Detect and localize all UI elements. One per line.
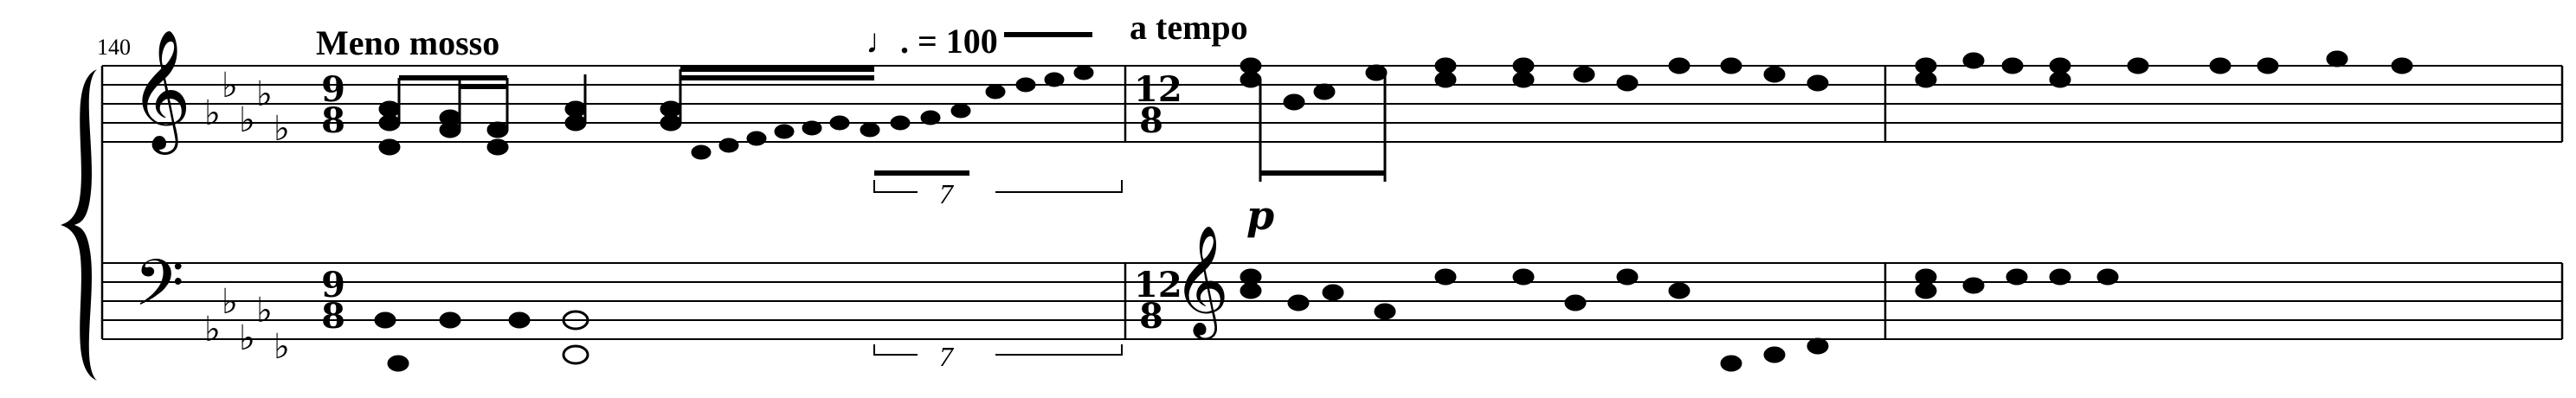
- time-signature-bottom: 8: [321, 296, 345, 337]
- time-signature-bottom: 8: [1139, 100, 1163, 141]
- svg-text:♭: ♭: [222, 66, 238, 106]
- measure-number: 140: [97, 35, 131, 60]
- tuplet-label-upper: 7: [939, 178, 953, 209]
- treble-clef-change-icon: 𝄞: [1173, 224, 1230, 335]
- tuplet-brackets: [874, 180, 1122, 355]
- svg-text:♭: ♭: [274, 109, 290, 149]
- time-signature-bottom: 8: [321, 100, 345, 141]
- time-signature-upper-12-8: [1134, 69, 1182, 141]
- time-signature-upper-9-8: [316, 69, 351, 141]
- metronome-value: = 100: [918, 22, 998, 61]
- time-signature-top: 12: [1134, 69, 1182, 110]
- upper-measure-3: [1916, 51, 2412, 87]
- time-signature-top: 9: [321, 69, 345, 110]
- upper-measure-2: [1240, 58, 1828, 182]
- treble-clef-icon: 𝄞: [130, 29, 191, 150]
- dynamic-marking: p: [1246, 192, 1275, 239]
- grand-staff-brace: [61, 69, 97, 381]
- time-signature-top: 12: [1134, 265, 1182, 305]
- time-signature-lower-9-8: [316, 265, 351, 337]
- time-signature-bottom: 8: [1139, 296, 1163, 337]
- svg-text:♭: ♭: [239, 318, 255, 358]
- a-tempo-marking: a tempo: [1130, 8, 1248, 47]
- dotted-quarter-icon: ♩.: [866, 22, 909, 61]
- time-signature-top: 9: [321, 265, 345, 305]
- svg-text:♭: ♭: [274, 327, 290, 367]
- svg-text:♭: ♭: [256, 291, 273, 331]
- svg-text:♭: ♭: [222, 282, 238, 322]
- lower-measure-3: [1916, 269, 2118, 298]
- svg-text:♭: ♭: [204, 310, 221, 350]
- key-signature-lower: [204, 282, 290, 367]
- metronome-marking: [866, 21, 998, 61]
- svg-text:♭: ♭: [256, 74, 273, 114]
- time-signature-lower-12-8: [1134, 265, 1182, 337]
- key-signature-upper: [204, 66, 290, 149]
- svg-text:♭: ♭: [239, 100, 255, 140]
- tuplet-label-lower: 7: [939, 341, 953, 372]
- lower-staff: [102, 263, 2562, 339]
- svg-text:♭: ♭: [204, 93, 221, 133]
- bass-clef-icon: 𝄢: [134, 246, 184, 337]
- meno-mosso-marking: Meno mosso: [316, 23, 500, 62]
